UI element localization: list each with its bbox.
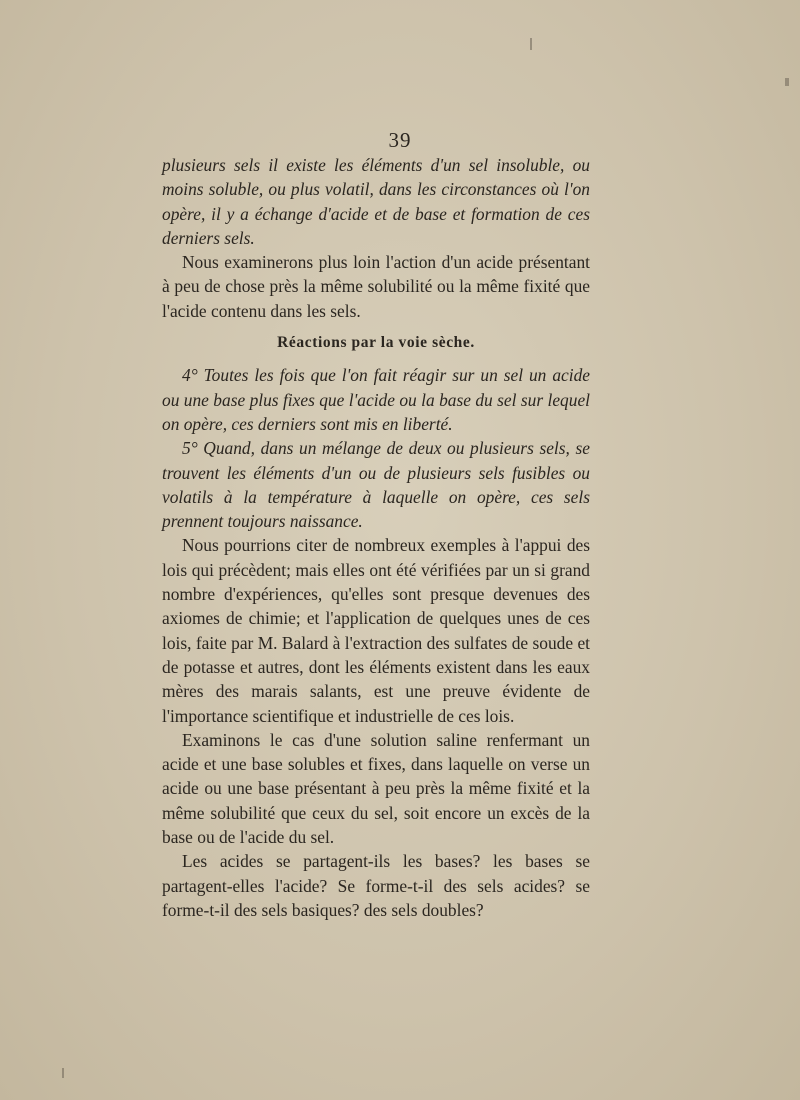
paragraph: Examinons le cas d'une solution saline renfermant un acide et une base solubles et fixes, dans laquelle on verse un acide ou une base présentant à peu près la même fixité et la même solubilité que ceux du sel, soit encore un excès de la base ou de l'acide du sel. [162, 729, 590, 848]
paper-speck [62, 1068, 64, 1078]
paper-speck [785, 78, 789, 86]
paragraph: Nous pourrions citer de nombreux exemples à l'appui des lois qui précèdent; mais elles ont été vérifiées par un si grand nombre d'expériences, qu'elles sont presque devenues des axiomes de chimie; et l'application de quelques unes de ces lois, faite par M. Balard à l'extraction des sulfates de soude et de potasse et autres, dont les éléments existent dans les eaux mères des marais salants, est une preuve évidente de l'importance scientifique et industrielle de ces lois. [162, 535, 590, 726]
rule-5-paragraph: 5° Quand, dans un mélange de deux ou plusieurs sels, se trouvent les éléments d'un ou de plusieurs sels fusibles ou volatils à la température à laquelle on opère, ces sels prennent toujours naissance. [162, 438, 590, 532]
section-heading: Réactions par la voie sèche. [277, 334, 475, 352]
body-text [162, 153, 590, 922]
rule-4-paragraph: 4° Toutes les fois que l'on fait réagir sur un sel un acide ou une base plus fixes que l'acide ou la base du sel sur lequel on opère, ces derniers sont mis en liberté. [162, 365, 590, 434]
page-number: 39 [388, 128, 412, 152]
paragraph: Nous examinerons plus loin l'action d'un acide présentant à peu de chose près la même solubilité ou la même fixité que l'acide contenu dans les sels. [162, 252, 590, 321]
paragraph-continuation: plusieurs sels il existe les éléments d'un sel insoluble, ou moins soluble, ou plus volatil, dans les circonstances où l'on opère, il y a échange d'acide et de base et formation de ces derniers sels. [162, 155, 590, 248]
paper-speck [530, 38, 532, 50]
paragraph: Les acides se partagent-ils les bases? les bases se partagent-elles l'acide? Se forme-t-il des sels acides? se forme-t-il des sels basiques? des sels doubles? [162, 851, 590, 920]
